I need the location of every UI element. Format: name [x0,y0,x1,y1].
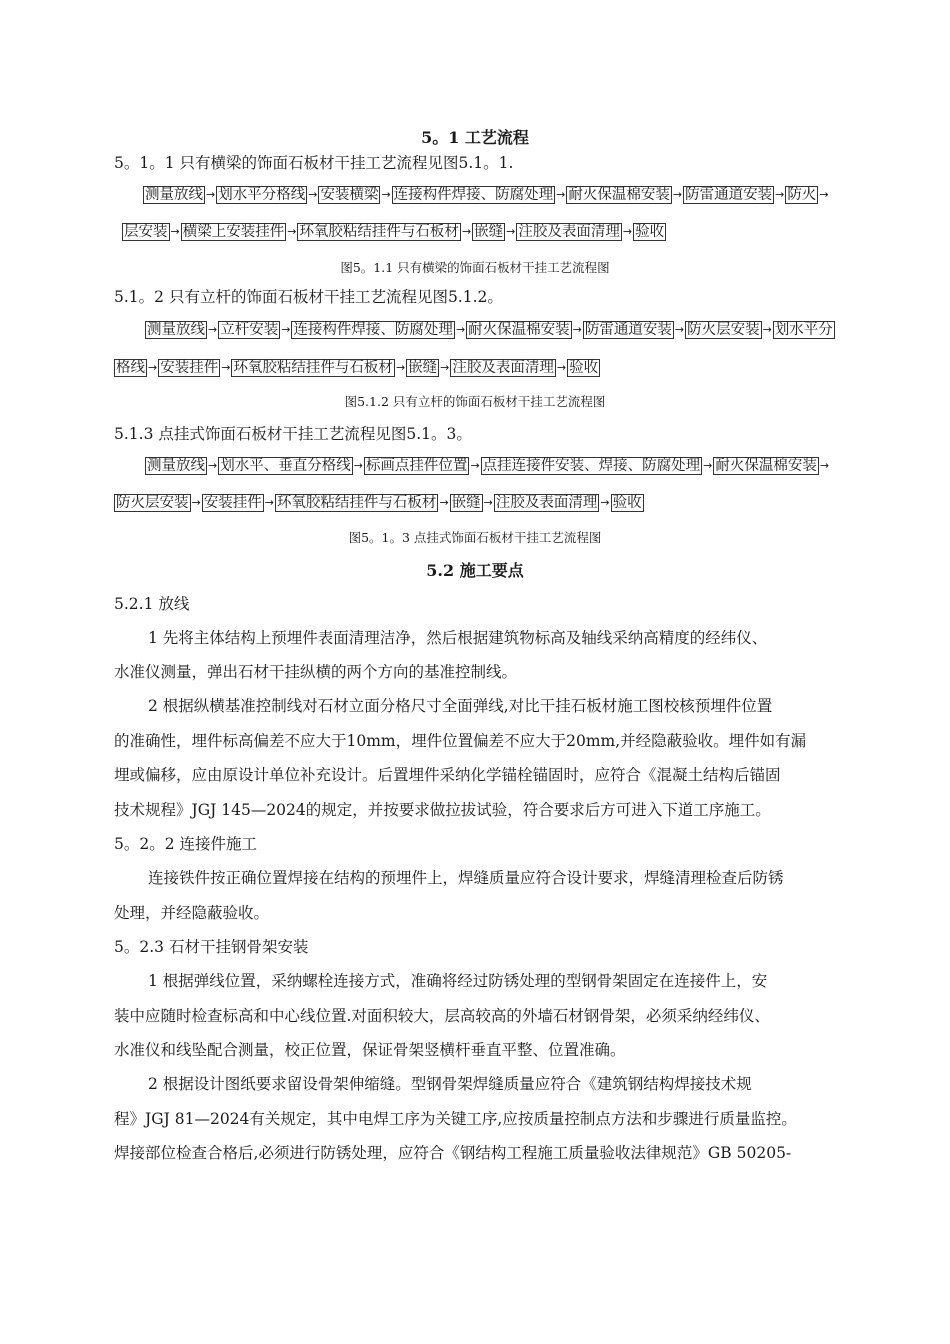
arrow-right-icon: → [461,225,472,238]
arrow-right-icon: → [208,459,218,472]
arrow-right-icon: → [440,361,450,374]
arrow-right-icon: → [775,188,785,201]
heading-5-1-1: 5。1。1 只有横梁的饰面石板材干挂工艺流程见图5.1。1. [114,154,514,172]
flow-step: 验收 [612,495,642,511]
flow-step: 验收 [635,224,665,240]
flow-step: 测量放线 [145,187,203,203]
flow-step: 防火层安装 [687,322,760,338]
flow-step: 标画点挂件位置 [365,458,468,474]
flow-step: 注胶及表面清理 [495,495,598,511]
arrow-right-icon: → [674,323,685,336]
flow-step: 嵌缝 [408,360,438,376]
arrow-right-icon: → [483,496,493,509]
flow-5-1-3-row1 [145,457,830,475]
flow-5-1-1-row1 [143,186,830,204]
paragraph-line: 的准确性，埋件标高偏差不应大于10mm，埋件位置偏差不应大于20mm,并经隐蔽验收。埋件如有漏 [114,732,807,750]
caption-5-1-2: 图5.1.2 只有立杆的饰面石板材干挂工艺流程图 [344,394,606,409]
arrow-right-icon: → [703,459,713,472]
heading-5-2-2: 5。2。2 连接件施工 [114,835,258,853]
paragraph-line: 技术规程》JGJ 145—2024的规定，并按要求做拉拔试验，符合要求后方可进入下道工序施工。 [114,801,771,819]
arrow-right-icon: → [287,225,297,238]
arrow-right-icon: → [264,496,274,509]
arrow-right-icon: → [439,496,449,509]
arrow-right-icon: → [208,323,218,336]
arrow-right-icon: → [148,361,158,374]
flow-step: 防火 [787,187,817,203]
arrow-right-icon: → [308,188,318,201]
paragraph-line: 水准仪和线坠配合测量，校正位置，保证骨架竖横杆垂直平整、位置准确。 [114,1041,626,1059]
arrow-right-icon: → [455,323,466,336]
heading-5-1-2: 5.1。2 只有立杆的饰面石板材干挂工艺流程见图5.1.2。 [114,288,503,306]
paragraph-line: 装中应随时检查标高和中心线位置.对面积较大，层高较高的外墙石材钢骨架，必须采纳经纬仪、 [114,1007,770,1025]
flow-step: 验收 [569,360,599,376]
flow-step: 耐火保温棉安装 [468,322,570,338]
paragraph-line: 连接铁件按正确位置焊接在结构的预埋件上，焊缝质量应符合设计要求，焊缝清理检查后防锈 [148,869,784,887]
paragraph-line: 2 根据纵横基准控制线对石材立面分格尺寸全面弹线,对比干挂石板材施工图校核预埋件位置 [148,697,773,715]
arrow-right-icon: → [395,361,406,374]
arrow-right-icon: → [556,361,567,374]
flow-step: 嵌缝 [451,495,481,511]
flow-step: 连接构件焊接、防腐处理 [393,187,554,203]
arrow-right-icon: → [381,188,391,201]
arrow-right-icon: → [191,496,201,509]
flow-step: 环氧胶粘结挂件与石板材 [276,495,437,511]
flow-step: 嵌缝 [474,224,504,240]
arrow-right-icon: → [556,188,566,201]
flow-step: 层安装 [124,224,168,240]
flow-step: 防雷通道安装 [685,187,773,203]
flow-step: 安装挂件 [203,495,262,511]
flow-step: 安装挂件 [160,360,219,376]
arrow-right-icon: → [622,225,633,238]
flow-step: 点挂连接件安装、焊接、防腐处理 [482,458,701,474]
heading-5-2-1: 5.2.1 放线 [114,595,190,613]
flow-step: 立杆安装 [220,322,279,338]
section-title-5-1: 5。1 工艺流程 [421,128,529,147]
arrow-right-icon: → [206,188,216,201]
flow-step: 测量放线 [147,322,205,338]
paragraph-line: 1 先将主体结构上预埋件表面清理洁净，然后根据建筑物标高及轴线采纳高精度的经纬仪、 [148,629,768,647]
heading-5-1-3: 5.1.3 点挂式饰面石板材干挂工艺流程见图5.1。3。 [114,425,472,443]
paragraph-line: 焊接部位检查合格后,必须进行防锈处理，应符合《钢结构工程施工质量验收法律规范》GB 50205- [114,1144,792,1162]
paragraph-line: 水准仪测量，弹出石材干挂纵横的两个方向的基准控制线。 [114,663,518,681]
arrow-right-icon: → [506,225,516,238]
flow-step: 注胶及表面清理 [452,360,554,376]
flow-5-1-2-row2 [114,359,600,377]
paragraph-line: 埋或偏移，应由原设计单位补充设计。后置埋件采纳化学锚栓锚固时，应符合《混凝土结构后锚固 [114,766,781,784]
flow-5-1-1-row2 [122,223,666,241]
flow-step: 防雷通道安装 [584,322,672,338]
flow-step: 格线 [116,360,145,376]
flow-step: 耐火保温棉安装 [715,458,817,474]
flow-step: 注胶及表面清理 [518,224,620,240]
arrow-right-icon: → [221,361,231,374]
flow-5-1-2-row1 [145,321,835,339]
arrow-right-icon: → [353,459,363,472]
paragraph-line: 程》JGJ 81—2024有关规定，其中电焊工序为关键工序,应按质量控制点方法和步骤进行质量监控。 [114,1110,797,1128]
flow-step: 划水平分 [774,322,833,338]
arrow-right-icon: → [470,459,480,472]
flow-step: 划水平、垂直分格线 [220,458,351,474]
flow-step: 防火层安装 [116,495,189,511]
flow-step: 安装横梁 [320,187,379,203]
flow-step: 划水平分格线 [218,187,306,203]
section-title-5-2: 5.2 施工要点 [426,561,524,580]
flow-step: 连接构件焊接、防腐处理 [293,322,453,338]
paragraph-line: 1 根据弹线位置，采纳螺栓连接方式，准确将经过防锈处理的型钢骨架固定在连接件上，安 [148,972,768,990]
caption-5-1-1: 图5。1.1 只有横梁的饰面石板材干挂工艺流程图 [340,260,610,275]
flow-5-1-3-row2 [114,494,644,512]
paragraph-line: 2 根据设计图纸要求留设骨架伸缩缝。型钢骨架焊缝质量应符合《建筑钢结构焊接技术规 [148,1075,752,1093]
flow-step: 环氧胶粘结挂件与石板材 [299,224,459,240]
caption-5-1-3: 图5。1。3 点挂式饰面石板材干挂工艺流程图 [348,530,602,545]
paragraph-line: 处理，并经隐蔽验收。 [114,904,270,922]
arrow-right-icon: → [600,496,610,509]
arrow-right-icon: → [819,459,830,472]
flow-step: 环氧胶粘结挂件与石板材 [233,360,393,376]
heading-5-2-3: 5。2.3 石材干挂钢骨架安装 [114,938,309,956]
arrow-right-icon: → [170,225,180,238]
flow-step: 耐火保温棉安装 [568,187,670,203]
arrow-right-icon: → [819,188,829,201]
arrow-right-icon: → [672,188,683,201]
arrow-right-icon: → [572,323,582,336]
arrow-right-icon: → [281,323,291,336]
flow-step: 测量放线 [147,458,205,474]
arrow-right-icon: → [762,323,772,336]
flow-step: 横梁上安装挂件 [182,224,285,240]
